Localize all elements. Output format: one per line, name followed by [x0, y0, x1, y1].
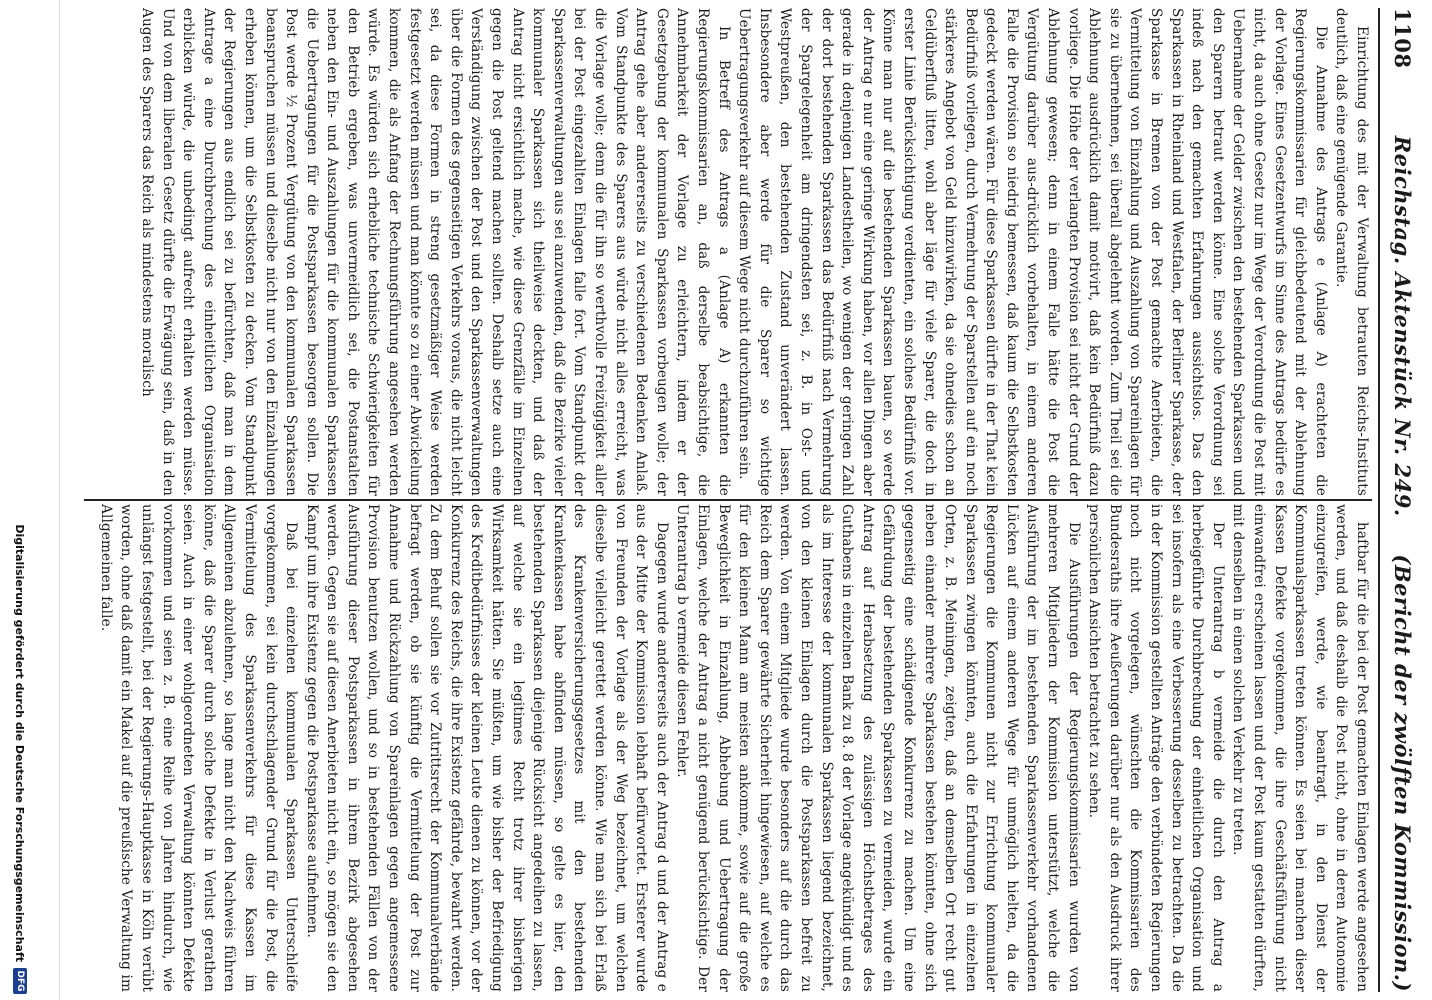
page-header — [1386, 8, 1420, 992]
paragraph: Daß bei einzelnen kommunalen Sparkassen Unterschleife vorgekommen, sei kein durchschlagender Grund für die Post, die Vermittelung des Sparkassenverkehrs für diese Kassen im Allgemeinen abzulehnen, so lange man nicht den Nachweis führen könne, daß die Sparer durch solche Defekte in Verlust gerathen seien. Auch in einer wohlgeordneten Verwaltung könnten Defekte vorkommen und seien z. B. eine Reihe von Jahren hindurch, wie unlängst festgestellt, bei der Regierungs-Hauptkasse in Köln verübt worden, ohne daß damit ein Makel auf die preußische Verwaltung im Allgemeinen falle. — [97, 504, 300, 992]
page-number: 1108 — [1390, 8, 1416, 69]
digitization-note: Digitalisierung gefördert durch die Deutsche Forschungsgemeinschaft — [13, 524, 27, 962]
column-left — [84, 8, 1372, 496]
header-rule — [1378, 8, 1380, 992]
page-content — [84, 8, 1420, 992]
paragraph: Die Annahme des Antrags e (Anlage A) erachteten die Regierungskommissarien für gleichbedeutend mit der Ablehnung der Vorlage. Eines Gesetzentwurfs im Sinne des Antrags bedürfe es nicht, da auch ohne Gesetz nur im Wege der Verordnung die Post mit Uebernahme der Gelder zwischen den bestehenden Sparkassen und den Sparern betraut werden könne. Eine solche Verordnung sei indeß nach den gemachten Erfahrungen aussichtslos. Das den Sparkassen in Rheinland und Westfalen, der Berliner Sparkasse, der Sparkasse in Bremen von der Post gemachte Anerbieten, die Vermittelung von Einzahlung und Auszahlung von Spareinlagen für sie zu übernehmen, sei überall abgelehnt worden. Zum Theil sei die Ablehnung ausdrücklich damit motivirt, daß kein Bedürfniß dazu vorliege. Die Höhe der verlangten Provision sei nicht der Grund der Ablehnung gewesen; denn in einem Falle hätte die Post die Vergütung darüber aus-drücklich vorbehalten, in einem anderen Falle die Provision so niedrig bemessen, daß kaum die Selbstkosten gedeckt werden wären. Für diese Sparkassen dürfte in der That kein Bedürfniß vorliegen, durch Vermehrung der Sparstellen auf ein noch stärkeres Angebot von Geld hinzuwirken, da sie ohnedies schon an Geldüberfluß litten, wohl aber läge für viele Sparer, die doch in erster Linie Berücksichtigung verdienten, ein solches Bedürfniß vor. Könne man nur auf die bestehenden Sparkassen bauen, so werde der Antrag e nur eine geringe Wirkung haben, vor allen Dingen aber gerade in denjenigen Landestheilen, wo wenigen der geringen Zahl der dort bestehenden Sparkassen das Bedürfniß nach Vermehrung der Spargelegenheit am dringendsten sei, z. B. in Ost- und Westpreußen, den bestehenden Zustand unverändert lassen. Insbesondere aber werde für die Sparer so wichtige Uebertragungsverkehr auf diesem Wege nicht durchzuführen sein. — [736, 8, 1329, 496]
scan-edge — [59, 0, 60, 1000]
paragraph: Dagegen wurde andererseits auch der Antrag d und der Antrag e aus der Mitte der Kommission lebhaft befürwortet. Ersterer wurde von Freunden der Vorlage als der Weg bezeichnet, um welchen dieselbe vielleicht gerettet werden könne. Wie man sich bei Erlaß des Krankenversicherungsgesetzes mit den bestehenden Krankenkassen habe abfinden müssen, so gelte es hier, den bestehenden Sparkassen diejenige Rücksicht angedeihen zu lassen, auf welche sie ein legitimes Recht trotz ihrer bisherigen Wirksamkeit hätten. Sie müßten, um wie bisher der Befriedigung des Kreditbedürfnisses der kleinen Leute dienen zu können, vor der Konkurrenz des Reichs, die ihre Existenz gefährde, bewahrt werden. Zu dem Behuf sollen sie vor Zutrittsrecht der Kommunalverbände befragt werden, ob sie künftig die Vermittelung der Post zur Annahme und Rückzahlung von Spareinlagen gegen angemessene Provision benutzen wollen, und so in bestehenden Fällen von der Ausführung dieser Postsparkassen in ihrem Bezirk abgesehen werden. Gegen sie auf diesen Anerbieten nicht ein, so mögen sie den Kampf um ihre Existenz gegen die Postsparkasse aufnehmen. — [303, 504, 670, 992]
column-right — [84, 504, 1372, 992]
paragraph: haftbar für die bei der Post gemachten Einlagen werde angesehen werden, und daß deshalb die Post nicht, ohne in deren Autonomie einzugreifen, werde, wie beantragt, in den Dienst der Kommunalsparkassen treten können. Es seien bei manchen dieser Kassen Defekte vorgekommen, die ihre Geschäftsführung nicht einwandfrei erscheinen lassen und der Post kaum gestatten dürften, mit denselben in einen solchen Verkehr zu treten. — [1230, 504, 1370, 992]
column-divider — [84, 499, 1372, 501]
dfg-logo-icon: DFG — [13, 968, 27, 994]
paragraph: In Betreff des Antrags a (Anlage A) erkannten die Regierungskommissarien an, daß derselbe beabsichtige, die Annehmbarkeit der Vorlage zu erleichtern, indem er der Gesetzgebung der kommunalen Sparkassen vorbeugen wolle; der Antrag gehe aber andererseits zu verschiedenen Bedenken Anlaß. Vom Standpunkte des Sparers aus würde nicht alles erreicht, was die Vorlage wolle; denn die für ihn so werthvolle Freizügigkeit aller bei der Post eingezahlten Einlagen falle fort. Vom Standpunkt der Sparkassenverwaltungen aus sei anzuwenden, daß die Bezirke vieler kommunaler Sparkassen sich theilweise deckten, und daß der Antrag nicht ersichtlich mache, wie diese Grenzfälle im Einzelnen gegen die Post geltend machen sollten. Deshalb setze auch eine Verständigung zwischen der Post und den Sparkassenverwaltungen über die Formen des gegenseitigen Verkehrs voraus, die nicht leicht sei, da diese Formen in streng gesetzmäßiger Weise werden festgesetzt werden müssen und man könnte so zu einer Abwickelung kommen, die als Anfang der Rechnungsführung angesehen werden würde. Es würden sich erhebliche technische Schwierigkeiten für den Betrieb ergeben, was unvermeidlich sei, die Postanstalten neben den Ein- und Auszahlungen für die kommunalen Sparkassen die Uebertragungen für die Postsparkassen besorgen sollen. Die Post werde ½ Prozent Vergütung von den kommunalen Sparkassen beanspruchen müssen und dieselbe nicht nur von den Einzahlungen erheben können, um die Selbstkosten zu decken. Vom Standpunkt der Regierungen aus endlich sei zu befürchten, daß man in dem Antrage a eine Durchbrechung des einheitlichen Organisation erblicken würde, die unbedingt aufrecht erhalten werden müsse. Und von dem liberalen Gesetz dürfte die Erwägung sein, daß in den Augen des Sparers das Reich als mindestens moralisch — [138, 8, 732, 496]
paragraph: Der Unterantrag b vermeide die durch den Antrag a herbeigeführte Durchbrechung der einheitlichen Organisation und sei insofern als eine Verbesserung desselben zu betrachten. Da die in der Kommission gestellten Anträge den verbündeten Regierungen noch nicht vorgelegen, wünschten die Kommissarien des Bundesraths ihre Aeußerungen darüber nur als den Ausdruck ihrer persönlichen Ansichten betrachtet zu sehen. — [1086, 504, 1226, 992]
header-subtitle: (Bericht der zwölften Kommission.) — [1390, 554, 1416, 992]
text-columns — [84, 8, 1372, 992]
header-title: Reichstag. Aktenstück Nr. 249. — [1390, 135, 1416, 517]
digitization-footer — [10, 0, 30, 1000]
paragraph: Einrichtung des mit der Verwaltung betrauten Reichs-Instituts deutlich, daß eine genügende Garantie. — [1333, 8, 1370, 496]
paragraph: Die Ausführungen der Regierungskommissarien wurden von mehreren Mitgliedern der Kommission unterstützt, welche die Ausführung der im bestehenden Sparkassenverkehr vorhandenen Lücken auf einem anderen Wege für unmöglich hielten, da die Regierungen die Kommunen nicht zur Errichtung kommunaler Sparkassen zwingen könnten, auch die Erfahrungen in einzelnen Orten, z. B. Meiningen, zeigten, daß an demselben Ort recht gut neben einander mehrere Sparkassen bestehen könnten, ohne sich gegenseitig eine schädigende Konkurrenz zu machen. Um eine Gefährdung der bestehenden Sparkassen zu vermeiden, wurde ein Antrag auf Herabsetzung des zulässigen Höchstbetrages des Guthabens in einzelnen Bank zu 8. 8 der Vorlage angekündigt und es als im Interesse der kommunalen Sparkassen liegend bezeichnet, von den kleinen Einlagen durch die Postsparkassen befreit zu werden. Von einem Mitgliede wurde besonders auf die durch das Reich dem Sparer gewährte Sicherheit hingewiesen, auf welche es für den kleinen Mann am meisten ankomme, sowie auf die große Beweglichkeit in Einzahlung, Abhebung und Uebertragung der Einlagen, welche der Antrag a nicht genügend berücksichtige. Der Unterantrag b vermeide diesen Fehler. — [674, 504, 1082, 992]
